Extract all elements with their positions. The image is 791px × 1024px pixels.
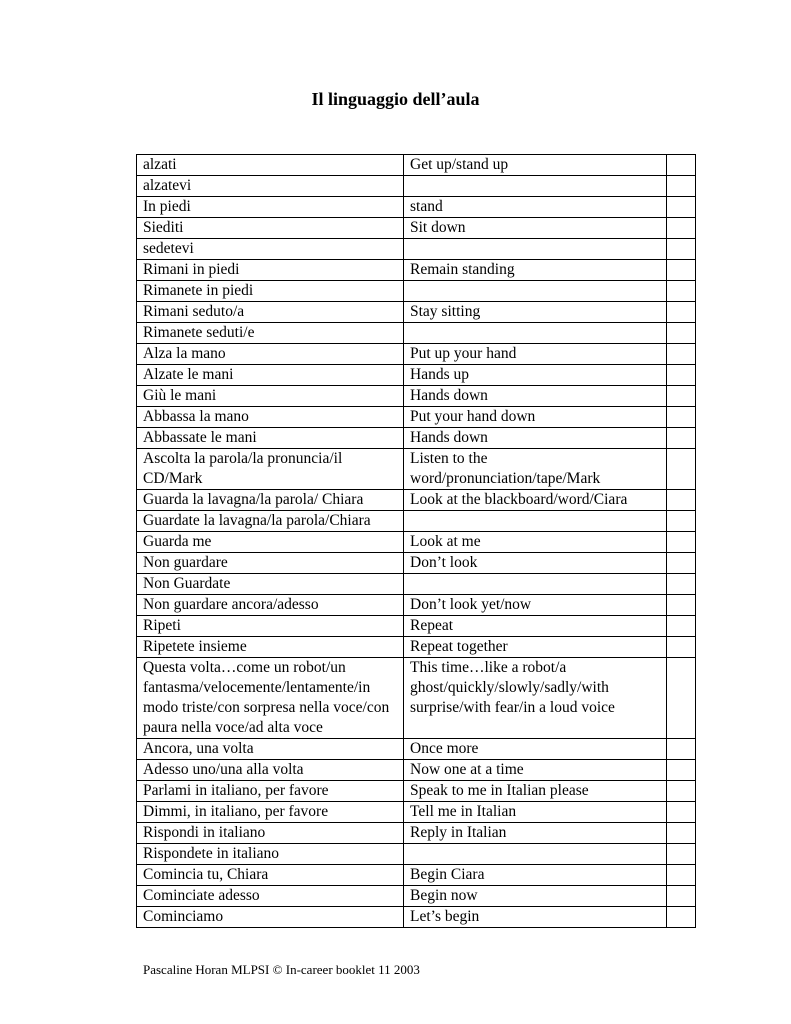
italian-phrase-cell: Rispondi in italiano [137, 823, 404, 844]
table-row [137, 511, 696, 532]
italian-phrase-cell: Ancora, una volta [137, 739, 404, 760]
italian-phrase-cell: Dimmi, in italiano, per favore [137, 802, 404, 823]
italian-phrase-cell: Guarda me [137, 532, 404, 553]
blank-cell [667, 281, 696, 302]
italian-phrase-cell: In piedi [137, 197, 404, 218]
italian-phrase-cell: Guarda la lavagna/la parola/ Chiara [137, 490, 404, 511]
english-translation-cell: Stay sitting [404, 302, 667, 323]
english-translation-cell [404, 574, 667, 595]
italian-phrase-cell: Siediti [137, 218, 404, 239]
table-row [137, 490, 696, 511]
blank-cell [667, 823, 696, 844]
blank-cell [667, 907, 696, 928]
english-translation-cell: Remain standing [404, 260, 667, 281]
english-translation-cell: Now one at a time [404, 760, 667, 781]
italian-phrase-cell: Rimanete seduti/e [137, 323, 404, 344]
blank-cell [667, 616, 696, 637]
italian-phrase-cell: Abbassate le mani [137, 428, 404, 449]
blank-cell [667, 781, 696, 802]
english-translation-cell [404, 176, 667, 197]
italian-phrase-cell: Non guardare ancora/adesso [137, 595, 404, 616]
italian-phrase-cell: Rimani in piedi [137, 260, 404, 281]
blank-cell [667, 844, 696, 865]
table-row [137, 218, 696, 239]
table-row [137, 637, 696, 658]
table-row [137, 658, 696, 739]
italian-phrase-cell: Abbassa la mano [137, 407, 404, 428]
blank-cell [667, 239, 696, 260]
english-translation-cell: Get up/stand up [404, 155, 667, 176]
italian-phrase-cell: Giù le mani [137, 386, 404, 407]
table-row [137, 595, 696, 616]
table-row [137, 844, 696, 865]
english-translation-cell: Once more [404, 739, 667, 760]
table-row [137, 407, 696, 428]
table-row [137, 739, 696, 760]
english-translation-cell: Put up your hand [404, 344, 667, 365]
italian-phrase-cell: Adesso uno/una alla volta [137, 760, 404, 781]
table-row [137, 281, 696, 302]
page-title: Il linguaggio dell’aula [311, 89, 480, 109]
italian-phrase-cell: Ripetete insieme [137, 637, 404, 658]
blank-cell [667, 637, 696, 658]
table-row [137, 802, 696, 823]
blank-cell [667, 490, 696, 511]
blank-cell [667, 344, 696, 365]
blank-cell [667, 218, 696, 239]
table-row [137, 865, 696, 886]
english-translation-cell: Sit down [404, 218, 667, 239]
blank-cell [667, 553, 696, 574]
english-translation-cell: Begin Ciara [404, 865, 667, 886]
blank-cell [667, 760, 696, 781]
italian-phrase-cell: Questa volta…come un robot/un fantasma/velocemente/lentamente/in modo triste/con sorpresa nella voce/con paura nella voce/ad alta voce [137, 658, 404, 739]
english-translation-cell: This time…like a robot/a ghost/quickly/slowly/sadly/with surprise/with fear/in a loud voice [404, 658, 667, 739]
footer: Pascaline Horan MLPSI © In-career booklet 11 2003 [143, 962, 420, 977]
english-translation-cell: Put your hand down [404, 407, 667, 428]
english-translation-cell [404, 844, 667, 865]
blank-cell [667, 595, 696, 616]
english-translation-cell: Repeat together [404, 637, 667, 658]
blank-cell [667, 365, 696, 386]
phrase-table [136, 154, 696, 928]
italian-phrase-cell: Rimani seduto/a [137, 302, 404, 323]
english-translation-cell: Hands up [404, 365, 667, 386]
blank-cell [667, 511, 696, 532]
blank-cell [667, 449, 696, 490]
english-translation-cell: Don’t look [404, 553, 667, 574]
phrase-table-body [137, 155, 696, 928]
italian-phrase-cell: Ripeti [137, 616, 404, 637]
italian-phrase-cell: Rimanete in piedi [137, 281, 404, 302]
table-row [137, 574, 696, 595]
blank-cell [667, 739, 696, 760]
table-row [137, 344, 696, 365]
english-translation-cell [404, 239, 667, 260]
blank-cell [667, 658, 696, 739]
table-row [137, 428, 696, 449]
italian-phrase-cell: Alza la mano [137, 344, 404, 365]
english-translation-cell [404, 281, 667, 302]
blank-cell [667, 407, 696, 428]
english-translation-cell: Look at me [404, 532, 667, 553]
table-row [137, 386, 696, 407]
blank-cell [667, 386, 696, 407]
blank-cell [667, 302, 696, 323]
english-translation-cell [404, 511, 667, 532]
blank-cell [667, 176, 696, 197]
blank-cell [667, 574, 696, 595]
english-translation-cell: Repeat [404, 616, 667, 637]
english-translation-cell: Look at the blackboard/word/Ciara [404, 490, 667, 511]
english-translation-cell: Speak to me in Italian please [404, 781, 667, 802]
english-translation-cell: Don’t look yet/now [404, 595, 667, 616]
italian-phrase-cell: Alzate le mani [137, 365, 404, 386]
english-translation-cell: Let’s begin [404, 907, 667, 928]
table-row [137, 302, 696, 323]
blank-cell [667, 865, 696, 886]
italian-phrase-cell: Guardate la lavagna/la parola/Chiara [137, 511, 404, 532]
english-translation-cell: Listen to the word/pronunciation/tape/Mark [404, 449, 667, 490]
table-row [137, 532, 696, 553]
table-row [137, 449, 696, 490]
table-row [137, 260, 696, 281]
blank-cell [667, 197, 696, 218]
italian-phrase-cell: Ascolta la parola/la pronuncia/il CD/Mark [137, 449, 404, 490]
english-translation-cell: Tell me in Italian [404, 802, 667, 823]
table-row [137, 616, 696, 637]
blank-cell [667, 260, 696, 281]
italian-phrase-cell: Non guardare [137, 553, 404, 574]
blank-cell [667, 428, 696, 449]
italian-phrase-cell: alzati [137, 155, 404, 176]
italian-phrase-cell: alzatevi [137, 176, 404, 197]
blank-cell [667, 323, 696, 344]
italian-phrase-cell: Cominciate adesso [137, 886, 404, 907]
table-row [137, 907, 696, 928]
table-row [137, 823, 696, 844]
table-row [137, 553, 696, 574]
english-translation-cell: Hands down [404, 386, 667, 407]
blank-cell [667, 532, 696, 553]
english-translation-cell [404, 323, 667, 344]
table-row [137, 197, 696, 218]
italian-phrase-cell: Comincia tu, Chiara [137, 865, 404, 886]
table-row [137, 323, 696, 344]
table-row [137, 365, 696, 386]
italian-phrase-cell: sedetevi [137, 239, 404, 260]
english-translation-cell: Begin now [404, 886, 667, 907]
table-row [137, 176, 696, 197]
english-translation-cell: Hands down [404, 428, 667, 449]
table-row [137, 239, 696, 260]
blank-cell [667, 155, 696, 176]
table-row [137, 781, 696, 802]
english-translation-cell: stand [404, 197, 667, 218]
italian-phrase-cell: Parlami in italiano, per favore [137, 781, 404, 802]
table-row [137, 155, 696, 176]
blank-cell [667, 802, 696, 823]
english-translation-cell: Reply in Italian [404, 823, 667, 844]
blank-cell [667, 886, 696, 907]
italian-phrase-cell: Cominciamo [137, 907, 404, 928]
table-row [137, 760, 696, 781]
table-row [137, 886, 696, 907]
italian-phrase-cell: Non Guardate [137, 574, 404, 595]
italian-phrase-cell: Rispondete in italiano [137, 844, 404, 865]
